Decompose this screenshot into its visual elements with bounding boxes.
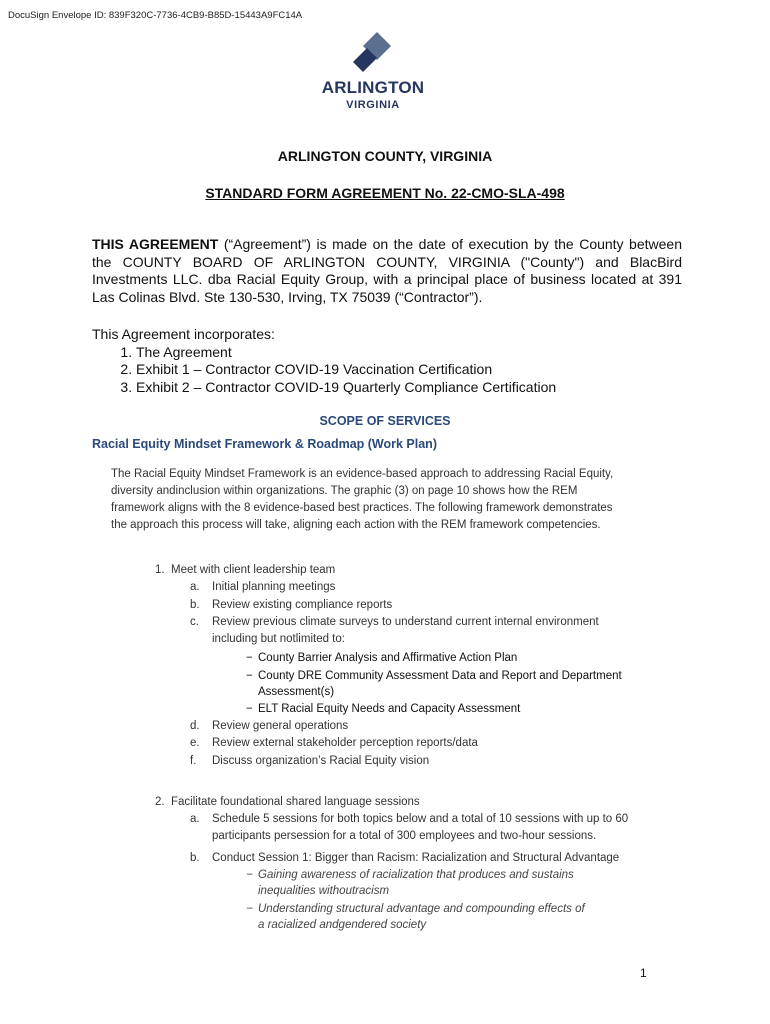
- arlington-logo: [308, 30, 438, 111]
- list-item-continuation: Assessment(s): [258, 686, 335, 698]
- page-number: 1: [640, 966, 647, 980]
- scope-heading: SCOPE OF SERVICES: [319, 414, 451, 428]
- incorporates-list: [92, 344, 556, 397]
- list-item: c. Review previous climate surveys to understand current internal environment: [190, 616, 599, 628]
- list-item: e. Review external stakeholder perception reports/data: [190, 737, 478, 749]
- document-title: ARLINGTON COUNTY, VIRGINIA: [277, 148, 493, 164]
- list-item: a. Schedule 5 sessions for both topics below and a total of 10 sessions with up to 60: [190, 813, 629, 825]
- list-item: b. Review existing compliance reports: [190, 599, 393, 611]
- list-item: 2. Exhibit 1 – Contractor COVID-19 Vaccination Certification: [136, 361, 556, 379]
- list-item-continuation: a racialized andgendered society: [258, 919, 427, 931]
- list-item: − Gaining awareness of racialization that produces and sustains: [246, 869, 574, 881]
- list-item: − Understanding structural advantage and compounding effects of: [246, 903, 585, 915]
- logo-state: VIRGINIA: [346, 99, 400, 111]
- list-item: 1. The Agreement: [136, 344, 556, 362]
- agreement-title: STANDARD FORM AGREEMENT No. 22-CMO-SLA-498: [205, 185, 565, 201]
- list-item: − ELT Racial Equity Needs and Capacity Assessment: [246, 703, 521, 715]
- list-item-continuation: participants persession for a total of 300 employees and two-hour sessions.: [212, 830, 597, 842]
- step-1: 1. Meet with client leadership team: [155, 564, 336, 576]
- incorporates-section: [92, 326, 556, 396]
- list-item: − County DRE Community Assessment Data and Report and Department: [246, 670, 622, 682]
- incorporates-heading: This Agreement incorporates:: [92, 326, 275, 342]
- intro-text: (“Agreement”) is made on the date of execution by the County between the COUNTY BOARD OF ARLINGTON COUNTY, VIRGINIA ("County") and BlacBird Investments LLC. dba Racial Equity Group, with a principal place of business located at 391 Las Colinas Blvd. Ste 130-530, Irving, TX 75039 (“Contractor”).: [92, 236, 682, 305]
- step-1-label: Meet with client leadership team: [170, 564, 336, 576]
- framework-heading: Racial Equity Mindset Framework & Roadmap (Work Plan): [92, 437, 437, 451]
- intro-paragraph: [92, 236, 682, 306]
- list-item: − County Barrier Analysis and Affirmative Action Plan: [246, 652, 518, 664]
- intro-lead: THIS AGREEMENT: [92, 236, 219, 252]
- list-item: b. Conduct Session 1: Bigger than Racism: Racialization and Structural Advantage: [190, 852, 620, 864]
- framework-paragraph: The Racial Equity Mindset Framework is an evidence-based approach to addressing Racial Equity, diversity andinclusion within organizations. The graphic (3) on page 10 shows how the REM framework aligns with the 8 evidence-based best practices. The following framework demonstrates the approach this process will take, aligning each action with the REM framework competencies.: [111, 468, 614, 531]
- list-item: a. Initial planning meetings: [190, 581, 336, 593]
- envelope-id: DocuSign Envelope ID: 839F320C-7736-4CB9-B85D-15443A9FC14A: [8, 10, 303, 21]
- list-item-continuation: inequalities withoutracism: [258, 885, 390, 897]
- list-item: d. Review general operations: [190, 720, 349, 732]
- list-item: 3. Exhibit 2 – Contractor COVID-19 Quarterly Compliance Certification: [136, 379, 556, 397]
- logo-name: ARLINGTON: [321, 78, 425, 97]
- list-item: f. Discuss organization’s Racial Equity vision: [190, 755, 430, 767]
- diamond-logo-icon: [351, 30, 395, 76]
- list-item-continuation: including but notlimited to:: [212, 633, 345, 645]
- step-2: 2. Facilitate foundational shared language sessions: [155, 796, 420, 808]
- step-2-label: Facilitate foundational shared language sessions: [170, 796, 420, 808]
